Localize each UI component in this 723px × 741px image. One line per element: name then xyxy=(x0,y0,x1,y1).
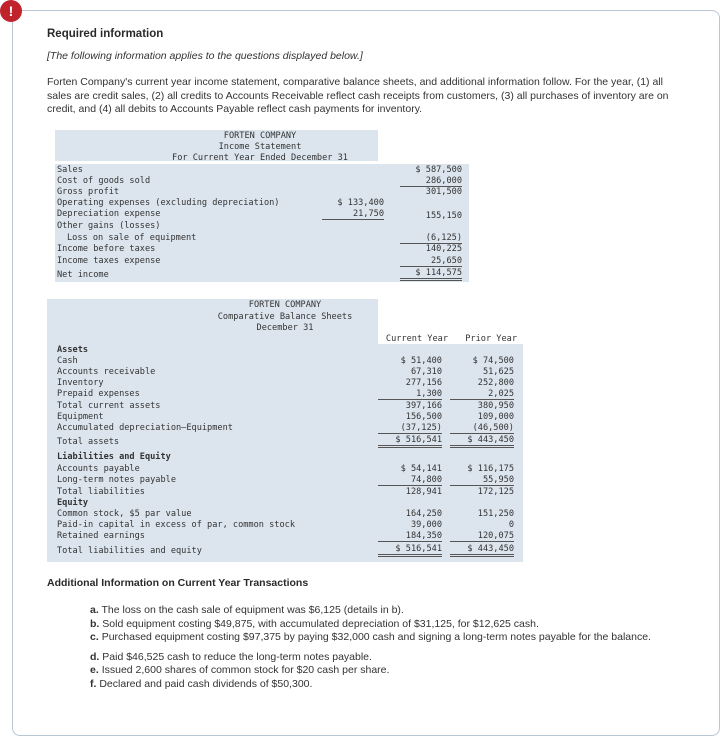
list-item-text: Purchased equipment costing $97,375 by paying $32,000 cash and signing a long-term notes payable for the balance. xyxy=(101,631,651,643)
list-item-letter: e. xyxy=(90,664,99,676)
bs-value-prior: $ 74,500 xyxy=(472,356,514,366)
alert-icon: ! xyxy=(0,0,22,22)
is-label: Gross profit xyxy=(57,187,120,197)
bs-value-current: (37,125) xyxy=(378,423,442,434)
bs-label: Cash xyxy=(57,356,78,366)
list-item-text: Declared and paid cash dividends of $50,300. xyxy=(99,677,313,690)
bs-value-current: $ 51,400 xyxy=(400,356,442,366)
bs-value-prior: 109,000 xyxy=(477,412,514,422)
bs-value-prior: 172,125 xyxy=(477,487,514,497)
applies-note: [The following information applies to the questions displayed below.] xyxy=(47,50,363,62)
col-header-prior: Prior Year xyxy=(465,334,517,344)
bs-label: Accounts payable xyxy=(57,464,140,474)
bs-value-current: $ 516,541 xyxy=(378,544,442,557)
bs-value-prior: $ 443,450 xyxy=(450,435,514,448)
bs-label: Accumulated depreciation—Equipment xyxy=(57,423,233,433)
page-title: Required information xyxy=(47,28,164,40)
is-value: (6,125) xyxy=(400,233,462,244)
is-label: Income taxes expense xyxy=(57,256,161,266)
bs-label: Total liabilities xyxy=(57,487,145,497)
bs-title: Comparative Balance Sheets xyxy=(217,312,353,322)
is-value: $ 133,400 xyxy=(337,198,384,208)
bs-value-current: 1,300 xyxy=(378,389,442,400)
bs-value-prior: $ 443,450 xyxy=(450,544,514,557)
additional-heading: Additional Information on Current Year Transactions xyxy=(47,577,309,589)
bs-value-current: 164,250 xyxy=(405,509,442,519)
bs-company: FORTEN COMPANY xyxy=(248,300,322,310)
bs-value-current: $ 516,541 xyxy=(378,435,442,448)
bs-value-prior: 252,800 xyxy=(477,378,514,388)
list-item-text: The loss on the cash sale of equipment was $6,125 (details in b). xyxy=(101,604,404,616)
list-item-text: Paid $46,525 cash to reduce the long-term notes payable. xyxy=(102,650,372,663)
bs-value-prior: 55,950 xyxy=(450,475,514,486)
additional-list xyxy=(90,604,680,691)
bs-value-prior: 380,950 xyxy=(477,401,514,411)
income-company: FORTEN COMPANY xyxy=(223,131,297,141)
list-item xyxy=(90,618,680,632)
is-value: 286,000 xyxy=(400,176,462,187)
liab-equity-heading: Liabilities and Equity xyxy=(57,452,171,462)
list-item xyxy=(90,651,680,665)
bs-label: Total current assets xyxy=(57,401,161,411)
bs-label: Total assets xyxy=(57,437,120,447)
bs-label: Long-term notes payable xyxy=(57,475,176,485)
list-item-letter: a. xyxy=(90,604,99,616)
bs-label: Total liabilities and equity xyxy=(57,546,202,556)
is-label: Loss on sale of equipment xyxy=(67,233,197,243)
bs-value-current: 128,941 xyxy=(405,487,442,497)
equity-heading: Equity xyxy=(57,498,89,508)
is-value: $ 587,500 xyxy=(415,165,462,175)
list-item-text: Issued 2,600 shares of common stock for $20 cash per share. xyxy=(101,664,390,676)
bs-label: Inventory xyxy=(57,378,104,388)
bs-value-prior: 0 xyxy=(508,520,514,530)
bs-value-prior: (46,500) xyxy=(450,423,514,434)
income-title: Income Statement xyxy=(218,142,302,152)
bs-value-prior: 2,025 xyxy=(450,389,514,400)
bs-value-current: 39,000 xyxy=(410,520,442,530)
list-item xyxy=(90,604,680,618)
bs-label: Accounts receivable xyxy=(57,367,156,377)
bs-value-current: 277,156 xyxy=(405,378,442,388)
is-label: Cost of goods sold xyxy=(57,176,151,186)
bs-label: Retained earnings xyxy=(57,531,145,541)
bs-value-prior: $ 116,175 xyxy=(467,464,514,474)
is-label: Operating expenses (excluding depreciation) xyxy=(57,198,280,208)
bs-label: Equipment xyxy=(57,412,104,422)
bs-value-prior: 51,625 xyxy=(482,367,514,377)
is-label: Net income xyxy=(57,270,109,280)
bs-date: December 31 xyxy=(256,323,314,333)
bs-value-current: 156,500 xyxy=(405,412,442,422)
bs-value-prior: 151,250 xyxy=(477,509,514,519)
list-item-letter: f. xyxy=(90,677,97,690)
bs-value-current: 67,310 xyxy=(410,367,442,377)
is-label: Income before taxes xyxy=(57,244,156,254)
is-value: 21,750 xyxy=(322,209,384,220)
bs-label: Common stock, $5 par value xyxy=(57,509,192,519)
list-item-letter: c. xyxy=(90,631,99,643)
is-value: 25,650 xyxy=(400,256,462,267)
is-value: 155,150 xyxy=(425,211,462,221)
bs-value-prior: 120,075 xyxy=(450,531,514,542)
is-value: $ 114,575 xyxy=(400,268,462,281)
intro-paragraph: Forten Company's current year income statement, comparative balance sheets, and additional information follow. For the year, (1) all sales are credit sales, (2) all credits to Accounts Receivable reflect cash receipts from customers, (3) all purchases of inventory are on credit, and (4) all debits to Accounts Payable reflect cash payments for inventory. xyxy=(47,76,669,115)
list-item-letter: b. xyxy=(90,617,100,630)
is-label: Sales xyxy=(57,165,83,175)
list-item xyxy=(90,664,680,678)
is-value: 301,500 xyxy=(425,187,462,197)
col-header-current: Current Year xyxy=(385,334,448,344)
bs-value-current: $ 54,141 xyxy=(400,464,442,474)
is-label: Depreciation expense xyxy=(57,209,161,219)
assets-heading: Assets xyxy=(57,345,89,355)
bs-label: Paid-in capital in excess of par, common stock xyxy=(57,520,295,530)
is-label: Other gains (losses) xyxy=(57,221,161,231)
bs-value-current: 74,800 xyxy=(378,475,442,486)
income-period: For Current Year Ended December 31 xyxy=(172,153,348,163)
is-value: 140,225 xyxy=(425,244,462,254)
bs-value-current: 184,350 xyxy=(378,531,442,542)
list-item xyxy=(90,678,680,692)
list-item-letter: d. xyxy=(90,650,100,663)
list-item xyxy=(90,631,680,645)
bs-label: Prepaid expenses xyxy=(57,389,140,399)
list-item-text: Sold equipment costing $49,875, with accumulated depreciation of $31,125, for $12,625 cash. xyxy=(102,617,539,630)
bs-value-current: 397,166 xyxy=(405,401,442,411)
